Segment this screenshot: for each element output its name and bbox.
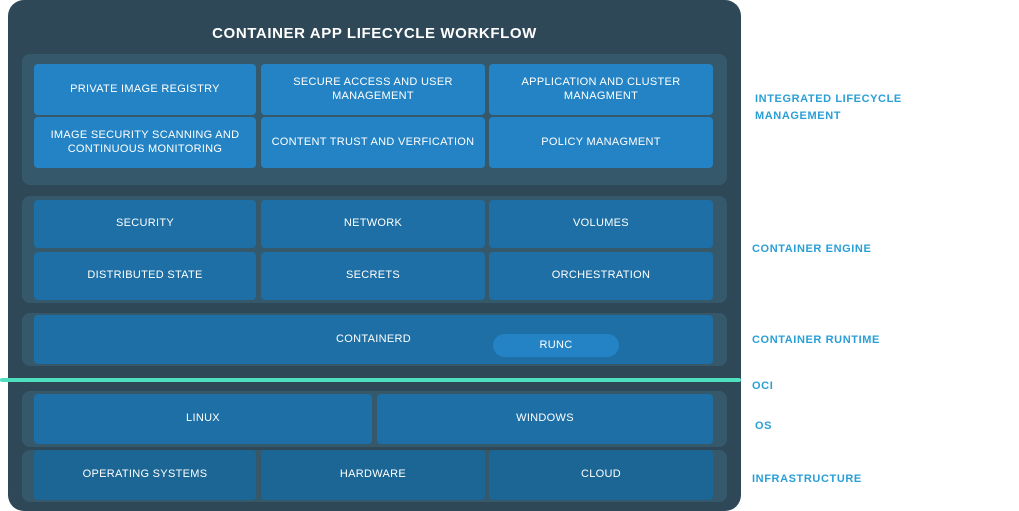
box-private-image-registry[interactable]: PRIVATE IMAGE REGISTRY	[34, 64, 256, 115]
label-container-runtime: CONTAINER RUNTIME	[752, 334, 880, 346]
label-container-engine: CONTAINER ENGINE	[752, 243, 872, 255]
box-content-trust-verification[interactable]: CONTENT TRUST AND VERFICATION	[261, 117, 485, 168]
box-windows[interactable]: WINDOWS	[377, 394, 713, 444]
box-volumes[interactable]: VOLUMES	[489, 200, 713, 248]
box-operating-systems[interactable]: OPERATING SYSTEMS	[34, 450, 256, 500]
oci-divider-line	[0, 378, 741, 382]
box-application-cluster-management[interactable]: APPLICATION AND CLUSTER MANAGMENT	[489, 64, 713, 115]
box-secrets[interactable]: SECRETS	[261, 252, 485, 300]
box-policy-management[interactable]: POLICY MANAGMENT	[489, 117, 713, 168]
box-orchestration[interactable]: ORCHESTRATION	[489, 252, 713, 300]
box-network[interactable]: NETWORK	[261, 200, 485, 248]
label-infrastructure: INFRASTRUCTURE	[752, 473, 862, 485]
box-linux[interactable]: LINUX	[34, 394, 372, 444]
box-cloud[interactable]: CLOUD	[489, 450, 713, 500]
box-distributed-state[interactable]: DISTRIBUTED STATE	[34, 252, 256, 300]
box-security[interactable]: SECURITY	[34, 200, 256, 248]
box-runc[interactable]: RUNC	[493, 334, 619, 357]
label-oci: OCI	[752, 380, 774, 392]
box-secure-access-user-management[interactable]: SECURE ACCESS AND USER MANAGEMENT	[261, 64, 485, 115]
label-os: OS	[755, 420, 773, 432]
box-hardware[interactable]: HARDWARE	[261, 450, 485, 500]
page-title: CONTAINER APP LIFECYCLE WORKFLOW	[212, 25, 537, 42]
label-integrated-lifecycle-management: INTEGRATED LIFECYCLE MANAGEMENT	[755, 93, 902, 122]
box-image-security-scanning[interactable]: IMAGE SECURITY SCANNING AND CONTINUOUS MONITORING	[34, 117, 256, 168]
box-containerd[interactable]: CONTAINERD	[34, 315, 713, 364]
